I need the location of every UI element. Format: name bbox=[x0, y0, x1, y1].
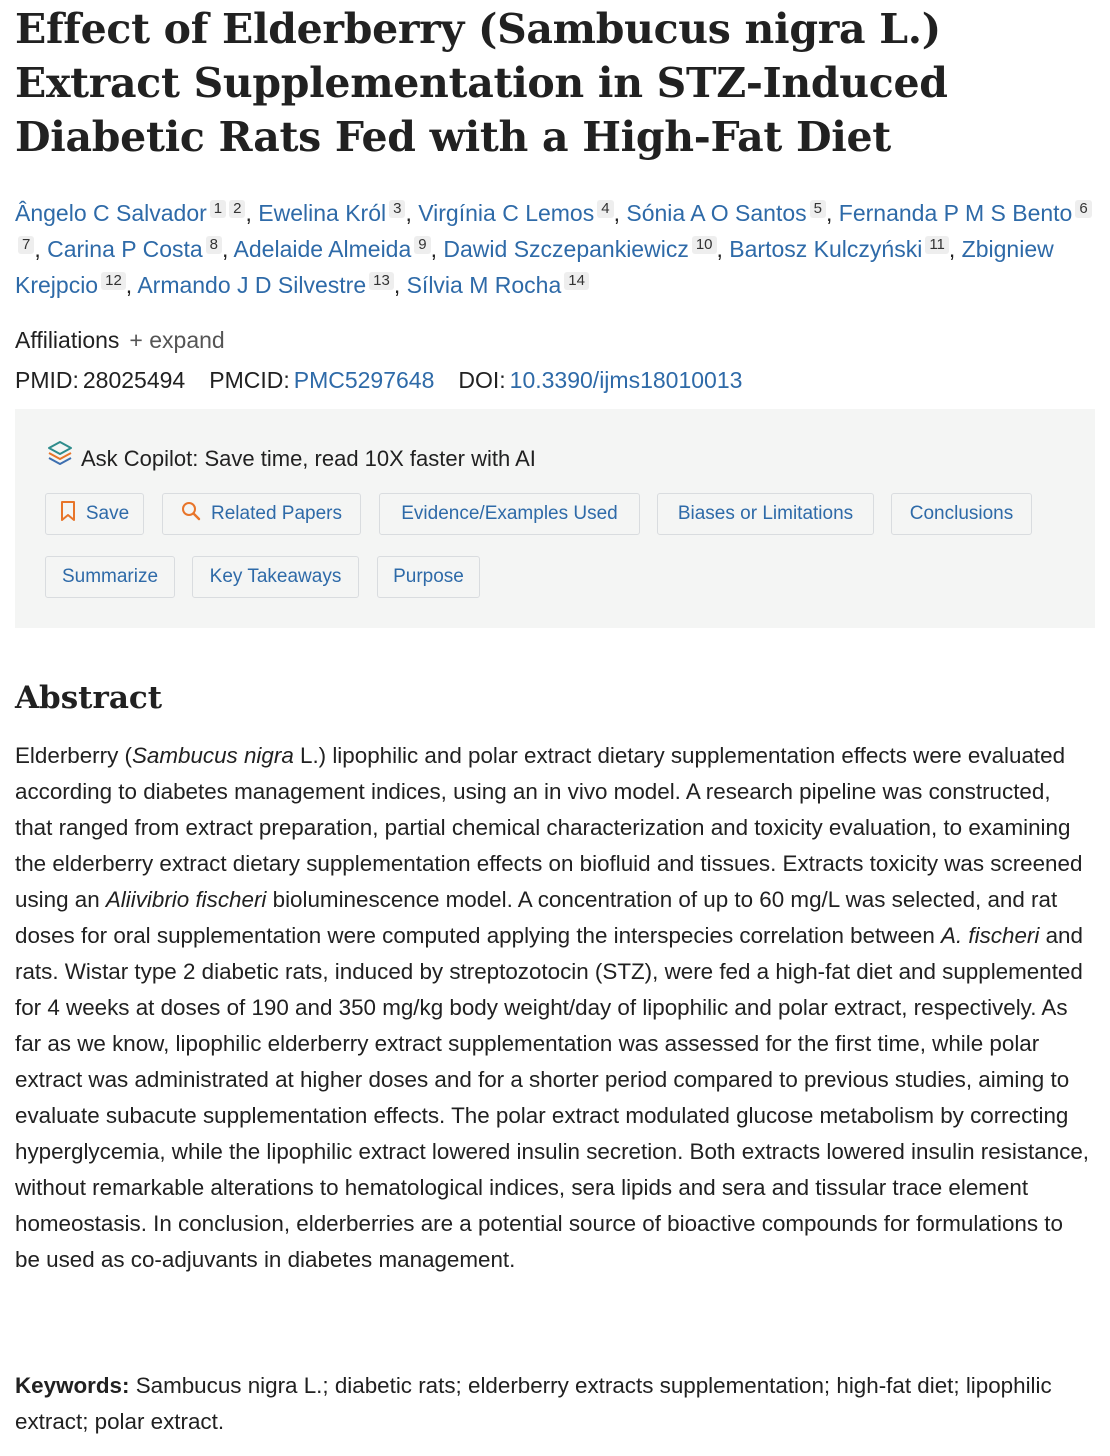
abstract-part-2: L.) lipophilic and polar extract dietary supplementation effects were evaluated according to diabetes management indices, using an in vivo model. A research pipeline was constructed, that ranged from extract preparation, partial chemical characterization and toxicity evaluation, to examining the elderberry extract dietary supplementation effects on biofluid and tissues. Extracts toxicity was screened using an bbox=[15, 743, 1083, 912]
affiliation-ref[interactable]: 8 bbox=[206, 236, 222, 254]
abstract-italic-1: Sambucus nigra bbox=[131, 743, 294, 768]
copilot-heading-text: Ask Copilot: Save time, read 10X faster with AI bbox=[81, 446, 536, 471]
keywords-label: Keywords: bbox=[15, 1373, 130, 1398]
biases-limitations-button[interactable]: Biases or Limitations bbox=[657, 493, 874, 535]
affiliation-ref[interactable]: 9 bbox=[414, 236, 430, 254]
doi-link[interactable]: 10.3390/ijms18010013 bbox=[509, 367, 743, 393]
bookmark-icon bbox=[60, 501, 76, 527]
keywords-text: Sambucus nigra L.; diabetic rats; elderberry extracts supplementation; high-fat diet; lipophilic extract; polar extract. bbox=[15, 1373, 1052, 1434]
abstract-heading: Abstract bbox=[15, 680, 163, 716]
author-link[interactable]: Carina P Costa bbox=[47, 236, 203, 262]
related-papers-label: Related Papers bbox=[211, 503, 342, 524]
pmcid-label: PMCID: bbox=[209, 367, 290, 393]
pmid-value: 28025494 bbox=[82, 367, 186, 393]
abstract-part-1: Elderberry ( bbox=[15, 743, 132, 768]
author-link[interactable]: Virgínia C Lemos bbox=[418, 200, 595, 226]
doi-label: DOI: bbox=[458, 367, 506, 393]
pmcid-link[interactable]: PMC5297648 bbox=[293, 367, 435, 393]
save-button-label: Save bbox=[85, 503, 130, 524]
author-link[interactable]: Dawid Szczepankiewicz bbox=[443, 236, 689, 262]
copilot-logo-icon bbox=[45, 439, 75, 479]
affiliation-ref[interactable]: 12 bbox=[101, 272, 126, 290]
author-list: Ângelo C Salvador 1 2 , Ewelina Król 3 , Virgínia C Lemos 4 , Sónia A O Santos 5 , Fernanda P M S Bento 67 , Carina P Costa 8 , Adelaide Almeida 9 , Dawid Szczepankiewicz 10 , Bartosz Kulczyński 11 , Zbigniew Krejpcio 12 , Armando J D Silvestre 13 , Sílvia M Rocha 14 bbox=[15, 195, 1095, 303]
abstract-italic-2: Aliivibrio fischeri bbox=[105, 887, 267, 912]
author-link[interactable]: Sónia A O Santos bbox=[626, 200, 807, 226]
affiliations-expand-toggle[interactable]: + expand bbox=[129, 327, 225, 353]
affiliations-label: Affiliations bbox=[15, 327, 120, 353]
affiliation-ref[interactable]: 6 bbox=[1075, 200, 1091, 218]
evidence-examples-button[interactable]: Evidence/Examples Used bbox=[379, 493, 640, 535]
affiliation-ref[interactable]: 3 bbox=[389, 200, 405, 218]
author-link[interactable]: Adelaide Almeida bbox=[233, 236, 412, 262]
pmid-label: PMID: bbox=[15, 367, 79, 393]
author-link[interactable]: Ewelina Król bbox=[258, 200, 387, 226]
summarize-button[interactable]: Summarize bbox=[45, 556, 175, 598]
identifiers bbox=[15, 362, 742, 398]
save-button[interactable] bbox=[45, 493, 144, 535]
affiliation-ref[interactable]: 14 bbox=[564, 272, 589, 290]
affiliation-ref[interactable]: 13 bbox=[369, 272, 394, 290]
key-takeaways-button[interactable]: Key Takeaways bbox=[192, 556, 359, 598]
affiliation-ref[interactable]: 11 bbox=[925, 236, 949, 254]
affiliations bbox=[15, 322, 225, 358]
copilot-panel bbox=[15, 409, 1095, 628]
author-link[interactable]: Fernanda P M S Bento bbox=[838, 200, 1073, 226]
author-link[interactable]: Bartosz Kulczyński bbox=[729, 236, 923, 262]
affiliation-ref[interactable]: 2 bbox=[229, 200, 245, 218]
conclusions-button[interactable]: Conclusions bbox=[891, 493, 1032, 535]
affiliation-ref[interactable]: 4 bbox=[597, 200, 613, 218]
affiliation-ref[interactable]: 1 bbox=[210, 200, 226, 218]
author-link[interactable]: Zbigniew Krejpcio bbox=[15, 236, 1054, 298]
related-papers-button[interactable] bbox=[162, 493, 361, 535]
purpose-button[interactable]: Purpose bbox=[377, 556, 480, 598]
abstract-italic-3: A. fischeri bbox=[941, 923, 1040, 948]
affiliation-ref[interactable]: 7 bbox=[18, 236, 34, 254]
affiliation-ref[interactable]: 10 bbox=[692, 236, 717, 254]
keywords bbox=[15, 1368, 1093, 1440]
abstract-part-4: and rats. Wistar type 2 diabetic rats, induced by streptozotocin (STZ), were fed a high-fat diet and supplemented for 4 weeks at doses of 190 and 350 mg/kg body weight/day of lipophilic and polar extract, respectively. As far as we know, lipophilic elderberry extract supplementation was assessed for the first time, while polar extract was administrated at higher doses and for a shorter period compared to previous studies, aiming to evaluate subacute supplementation effects. The polar extract modulated glucose metabolism by correcting hyperglycemia, while the lipophilic extract lowered insulin secretion. Both extracts lowered insulin resistance, without remarkable alterations to hematological indices, sera lipids and sera and tissular trace element homeostasis. In conclusion, elderberries are a potential source of bioactive compounds for formulations to be used as co-adjuvants in diabetes management. bbox=[15, 923, 1090, 1272]
copilot-heading bbox=[45, 439, 536, 479]
author-link[interactable]: Sílvia M Rocha bbox=[406, 272, 562, 298]
author-link[interactable]: Ângelo C Salvador bbox=[15, 200, 207, 226]
abstract-text bbox=[15, 738, 1093, 1278]
search-icon bbox=[181, 501, 201, 527]
abstract-part-3: bioluminescence model. A concentration of up to 60 mg/L was selected, and rat doses for oral supplementation were computed applying the interspecies correlation between bbox=[15, 887, 1058, 948]
article-title: Effect of Elderberry (Sambucus nigra L.) Extract Supplementation in STZ-Induced Diabetic Rats Fed with a High-Fat Diet bbox=[15, 5, 948, 161]
affiliation-ref[interactable]: 5 bbox=[810, 200, 826, 218]
author-link[interactable]: Armando J D Silvestre bbox=[137, 272, 367, 298]
